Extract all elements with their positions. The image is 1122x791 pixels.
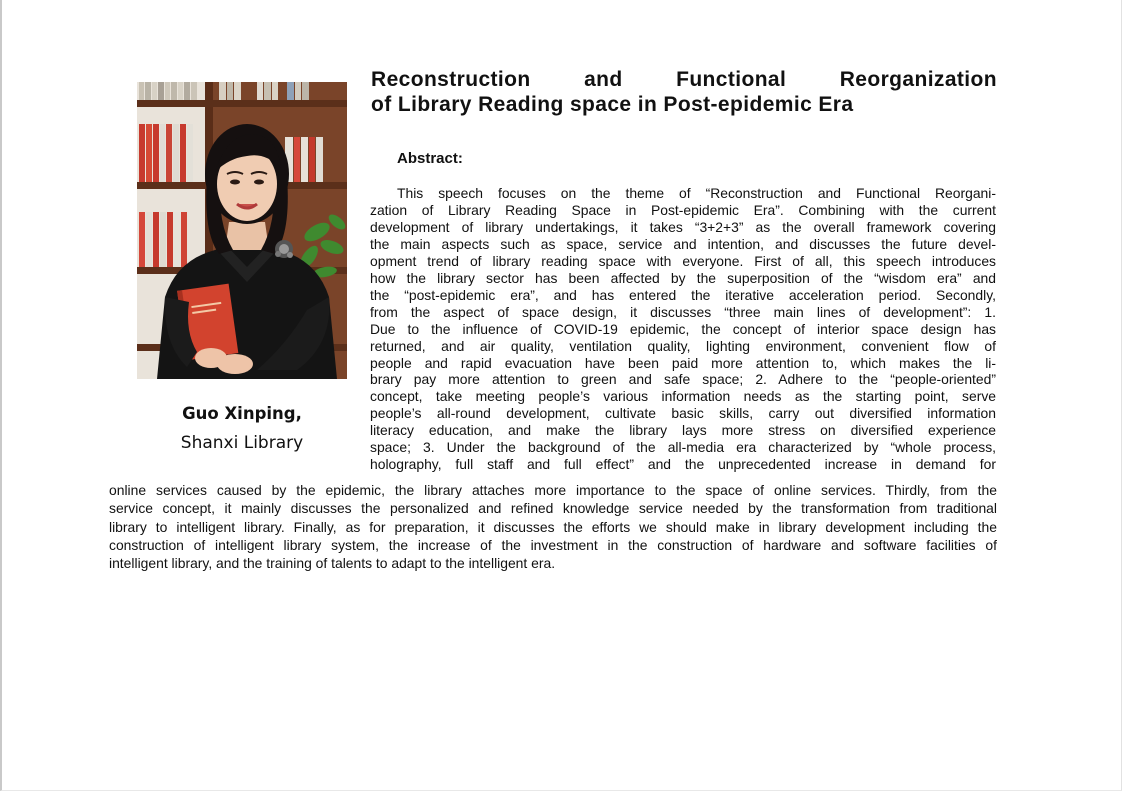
abstract-line: opment trend of library reading space with everyone. First of all, this speech introduces [370, 252, 996, 269]
abstract-line: brary pay more attention to green and safe space; 2. Adhere to the “people-oriented” [370, 371, 996, 388]
abstract-line: from the aspect of space design, it discusses “three main lines of development”: 1. [370, 303, 996, 320]
abstract-body-beside-photo [370, 185, 996, 473]
abstract-line: Due to the influence of COVID-19 epidemic, the concept of interior space design has [370, 320, 996, 337]
abstract-line: service concept, it mainly discusses the personalized and refined knowledge service needed by the transformation from traditional [109, 500, 997, 517]
abstract-line: concept, take meeting people’s various information needs as the starting point, serve [370, 388, 996, 405]
abstract-line: zation of Library Reading Space in Post-epidemic Era”. Combining with the current [370, 201, 996, 218]
abstract-line: how the library sector has been affected by the superposition of the “wisdom era” and [370, 269, 996, 286]
author-affiliation: Shanxi Library [180, 433, 304, 453]
abstract-line: library to intelligent library. Finally, as for preparation, it discusses the efforts we should make in library development including the [109, 518, 997, 535]
abstract-line: people’s all-round development, cultivate basic skills, carry out diversified information [370, 405, 996, 422]
abstract-line: intelligent library, and the training of talents to adapt to the intelligent era. [109, 555, 556, 572]
paper-title [371, 67, 997, 117]
abstract-line: online services caused by the epidemic, the library attaches more importance to the space of online services. Thirdly, from the [109, 482, 997, 498]
title-line: Reconstruction and Functional Reorganization [371, 68, 997, 91]
abstract-line: people and rapid evacuation have been paid more attention to, which makes the li- [370, 354, 996, 371]
abstract-line: the main aspects such as space, service and intention, and discusses the future devel- [370, 235, 996, 252]
abstract-line: space; 3. Under the background of the all-media era characterized by “whole process, [370, 439, 996, 456]
abstract-line: literacy education, and make the library lays more stress on diversified experience [370, 422, 996, 439]
abstract-line: returned, and air quality, ventilation quality, lighting environment, convenient flow of [370, 337, 996, 354]
author-name: Guo Xinping, [182, 404, 302, 423]
abstract-line: construction of intelligent library system, the increase of the investment in the construction of hardware and software facilities of [109, 536, 997, 553]
abstract-line: development of library undertakings, it takes “3+2+3” as the overall framework covering [370, 218, 996, 235]
abstract-line: the “post-epidemic era”, and has entered the iterative acceleration period. Secondly, [370, 286, 996, 303]
title-line: of Library Reading space in Post-epidemic Era [371, 93, 854, 116]
abstract-line: holography, full staff and full effect” and the unprecedented increase in demand for [370, 456, 996, 473]
abstract-heading: Abstract: [397, 150, 463, 167]
abstract-line: This speech focuses on the theme of “Reconstruction and Functional Reorgani- [397, 185, 996, 201]
author-photo [137, 82, 347, 379]
abstract-body-full-width [109, 481, 997, 572]
